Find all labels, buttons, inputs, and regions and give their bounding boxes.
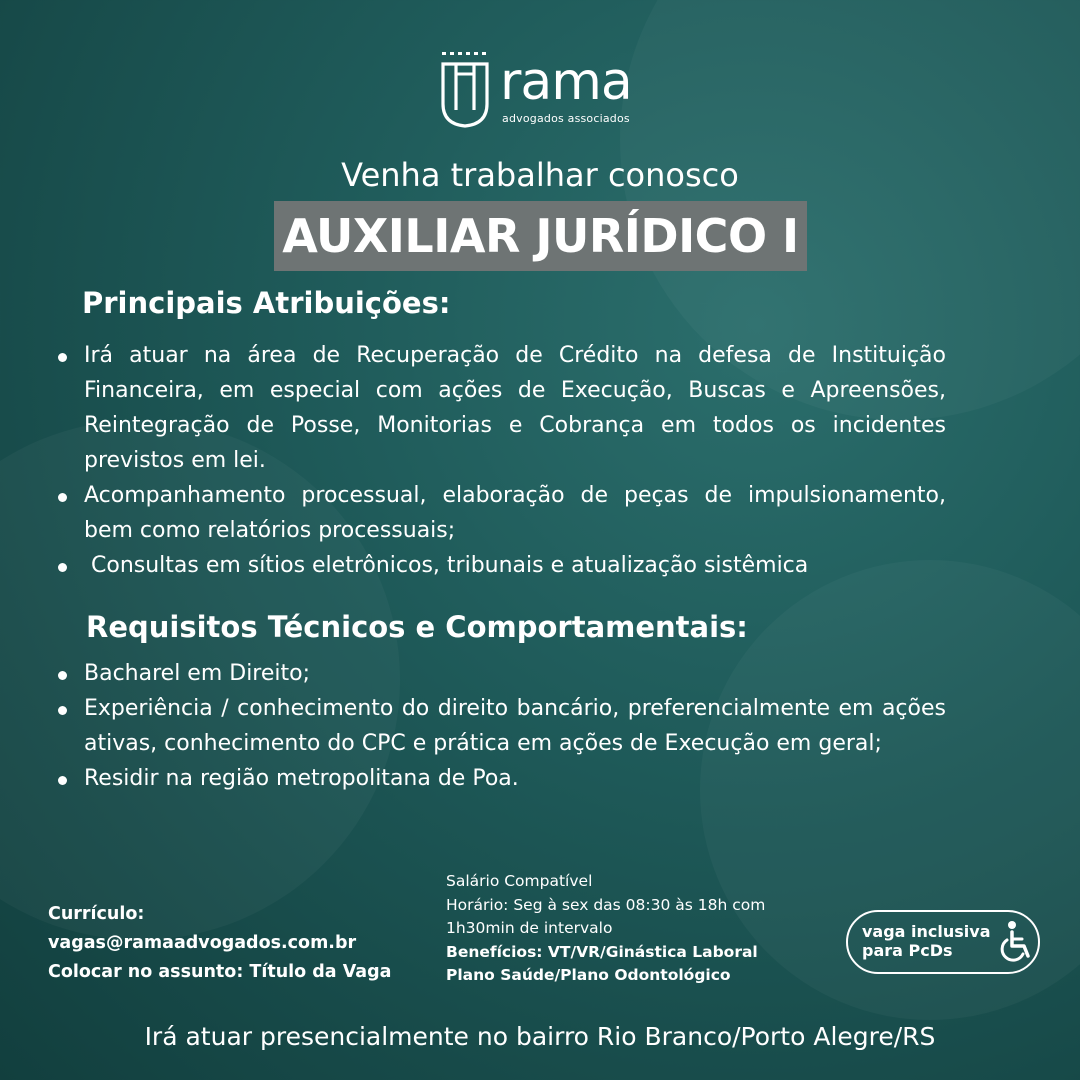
- requirements-list: [56, 656, 946, 796]
- curriculum-block: [48, 900, 391, 987]
- list-item: Experiência / conhecimento do direito bancário, preferencialmente em ações ativas, conhecimento do CPC e prática em ações de Execução em geral;: [56, 691, 946, 761]
- benefits-text: Benefícios: VT/VR/Ginástica Laboral: [446, 942, 758, 961]
- requirements-heading: Requisitos Técnicos e Comportamentais:: [86, 610, 748, 644]
- inclusive-job-badge: [846, 910, 1040, 974]
- salary-text: Salário Compatível: [446, 872, 593, 890]
- schedule-text: Horário: Seg à sex das 08:30 às 18h com: [446, 895, 766, 914]
- list-item: Acompanhamento processual, elaboração de peças de impulsionamento, bem como relatórios processuais;: [56, 478, 946, 548]
- page-subtitle: Venha trabalhar conosco: [341, 156, 739, 194]
- job-info-block: [446, 870, 765, 988]
- rama-column-logo-icon: [440, 52, 490, 128]
- badge-label: [862, 922, 991, 960]
- curriculum-label: Currículo:: [48, 904, 145, 924]
- schedule-text: 1h30min de intervalo: [446, 919, 613, 937]
- company-logo: [440, 52, 650, 130]
- logo-tagline: advogados associados: [502, 112, 630, 125]
- list-item: Irá atuar na área de Recuperação de Crédito na defesa de Instituição Financeira, em especial com ações de Execução, Buscas e Apreensões, Reintegração de Posse, Monitorias e Cobrança em todos os incidentes previstos em lei.: [56, 338, 946, 478]
- attributions-list: [56, 338, 946, 583]
- list-item: Residir na região metropolitana de Poa.: [56, 761, 946, 796]
- logo-wordmark: rama: [500, 52, 632, 112]
- wheelchair-accessibility-icon: [998, 920, 1034, 964]
- curriculum-subject-note: Colocar no assunto: Título da Vaga: [48, 962, 392, 982]
- curriculum-email[interactable]: vagas@ramaadvogados.com.br: [48, 933, 357, 953]
- list-item: Consultas em sítios eletrônicos, tribunais e atualização sistêmica: [56, 548, 946, 583]
- job-title-box: [274, 201, 807, 271]
- badge-line: para PcDs: [862, 941, 953, 960]
- benefits-text: Plano Saúde/Plano Odontológico: [446, 966, 731, 984]
- attributions-heading: Principais Atribuições:: [82, 286, 451, 320]
- job-title: AUXILIAR JURÍDICO I: [282, 209, 799, 263]
- footer-location: Irá atuar presencialmente no bairro Rio Branco/Porto Alegre/RS: [144, 1022, 936, 1051]
- badge-line: vaga inclusiva: [862, 922, 991, 941]
- list-item: Bacharel em Direito;: [56, 656, 946, 691]
